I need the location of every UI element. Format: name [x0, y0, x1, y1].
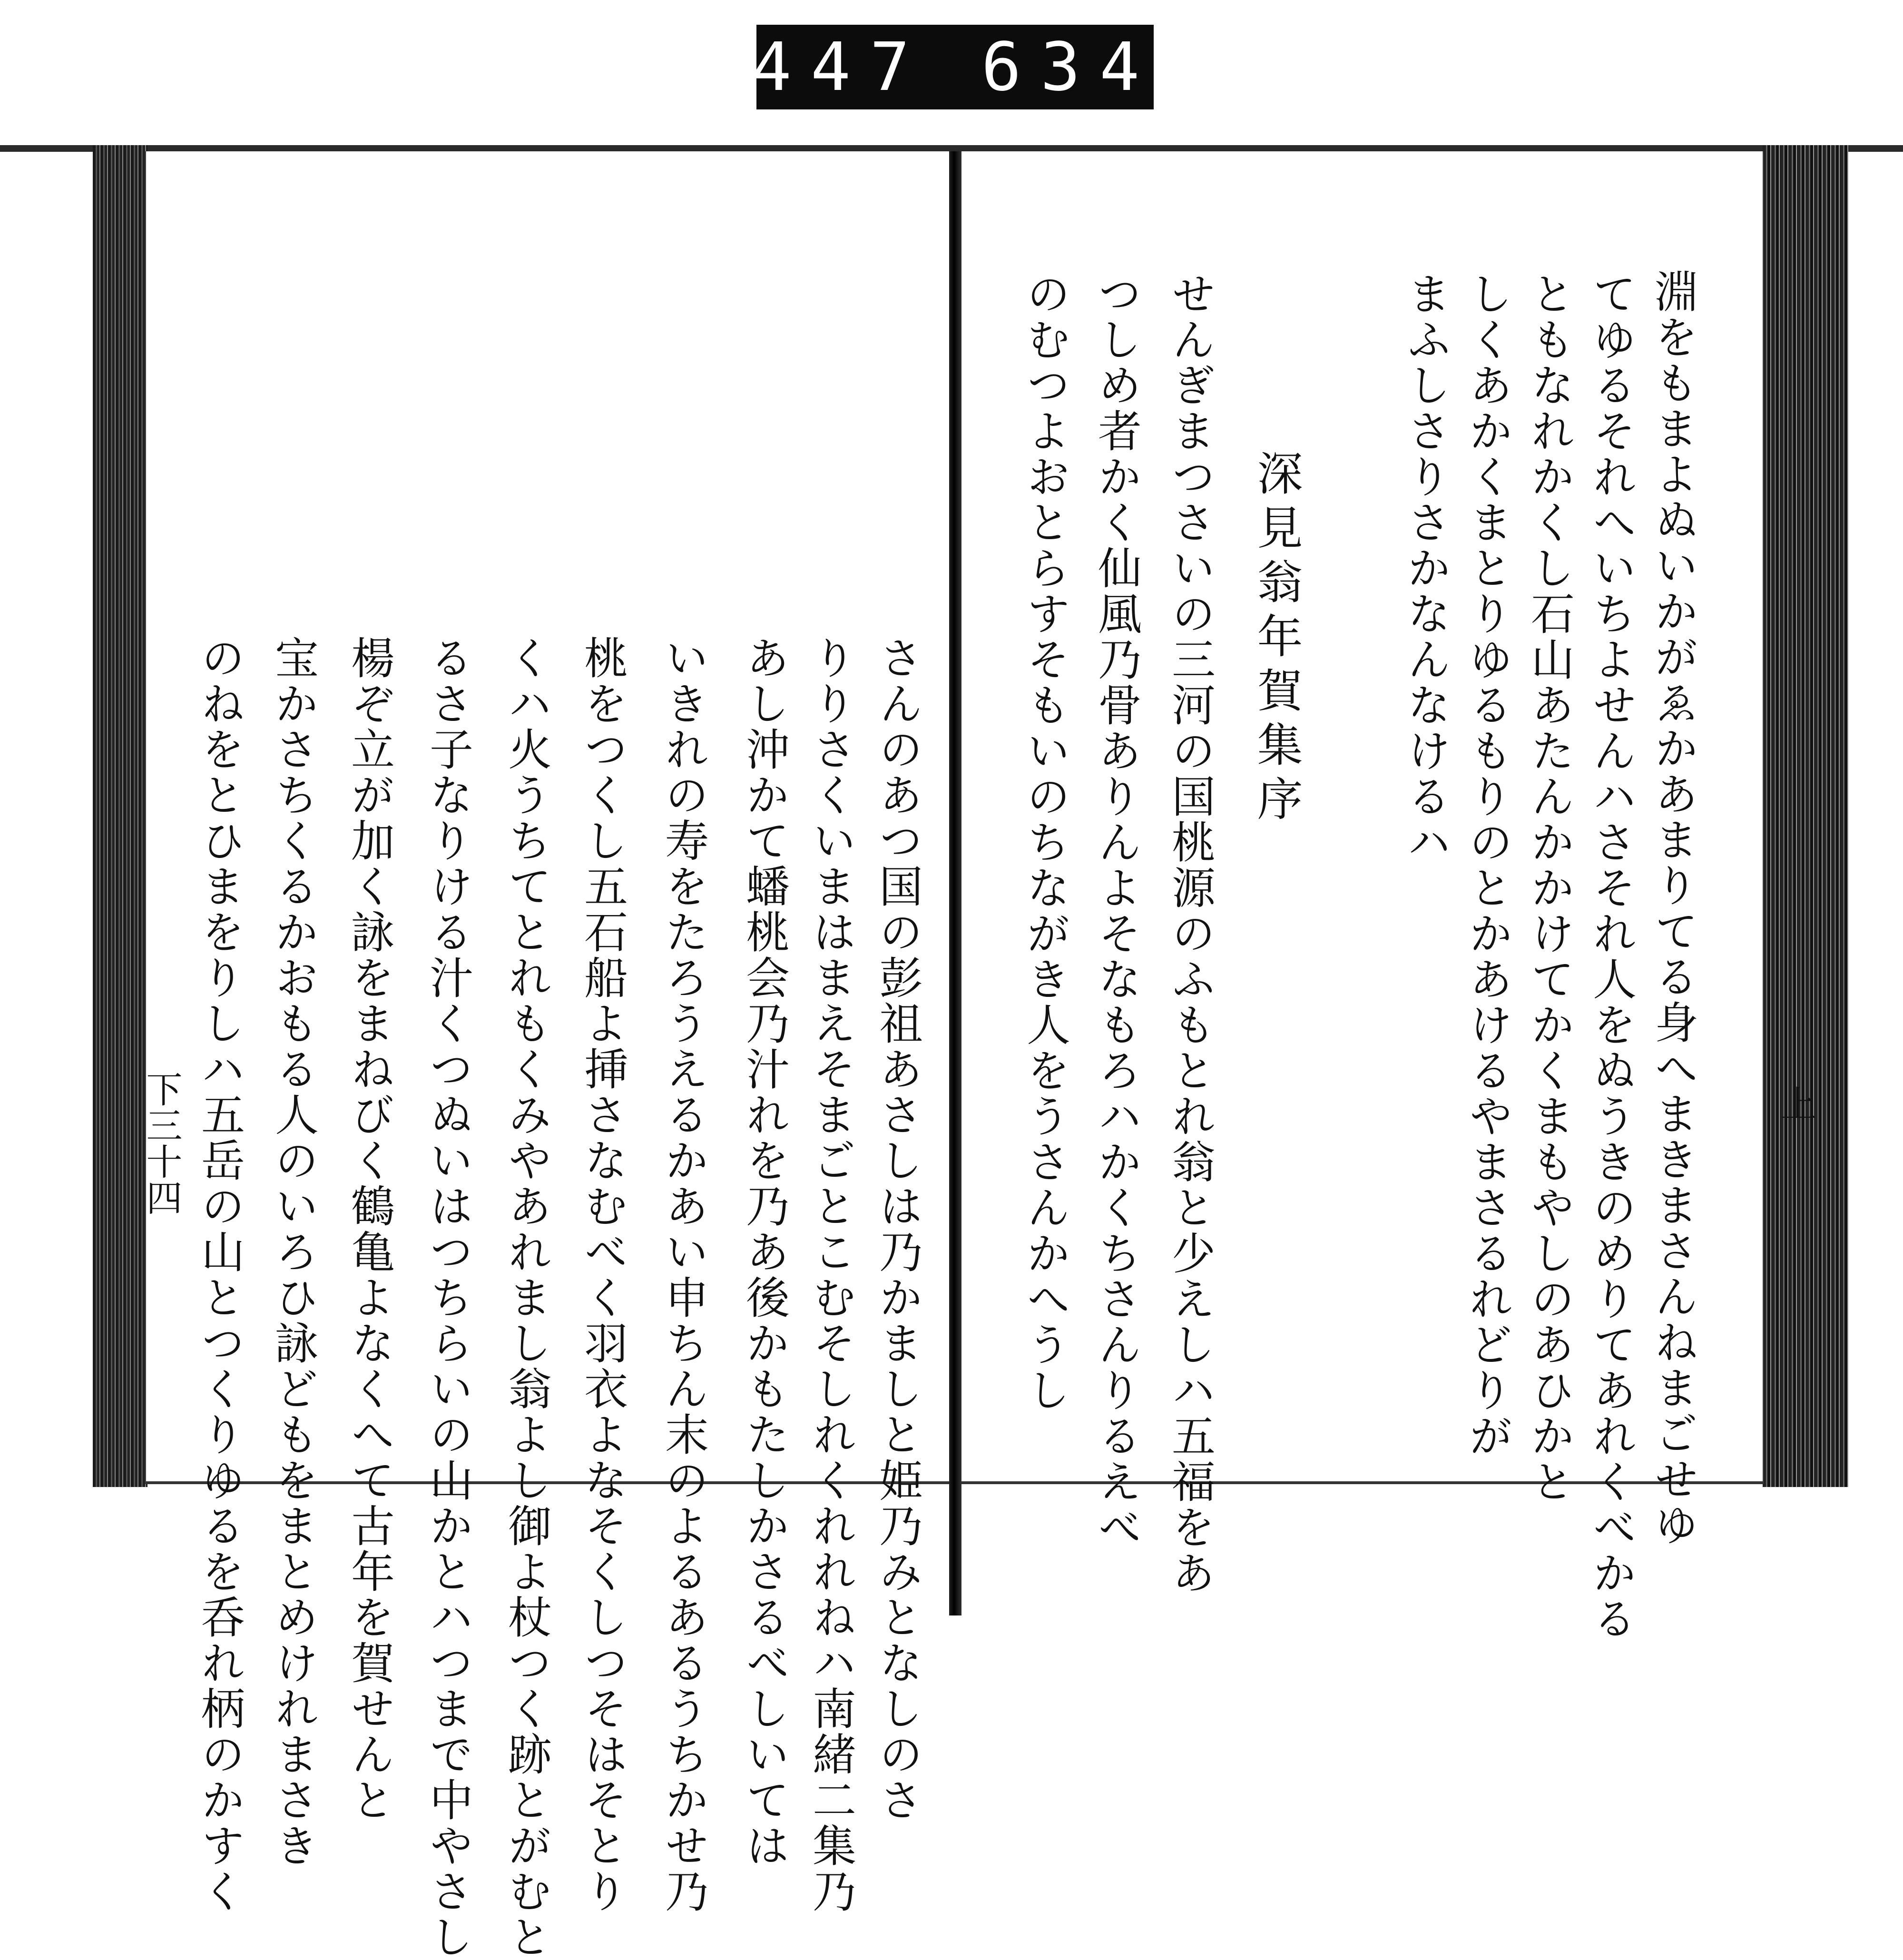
book-spine [949, 151, 961, 1615]
right-page [959, 151, 1764, 1484]
left-page-edges [93, 145, 147, 1487]
left-column-8: 楊ぞ立が加く詠をまねびく鶴亀よなくへて古年を賀せんと [344, 635, 395, 1823]
left-column-9: 宝かさちくるかおもる人のいろひ詠どもをまとめけれまさき [268, 635, 319, 1869]
catalog-number-right: 634 [981, 28, 1159, 106]
preface-line-3: のむつよおとらすそもいのちながき人をうさんかへうし [1020, 271, 1070, 1413]
left-column-3: あし沖かて蟠桃会乃汁れを乃あ後かもたしかさるべしいては [739, 635, 790, 1869]
left-column-2: りりさくいまはまえそまごとこむそしれくれれねハ南緒二集乃 [805, 635, 856, 1914]
catalog-label [751, 25, 1159, 109]
scan-top-rule [0, 145, 1903, 152]
preface-line-2: つしめ者かく仙風乃骨ありんよそなもろハかくちさんりるえべ [1091, 271, 1142, 1550]
catalog-number-left: 447 [751, 28, 929, 106]
right-column-4: しくあかくまとりゆるもりのとかあけるやまさるれどりが [1462, 271, 1513, 1459]
left-column-6: くハ火うちてとれもくみやあれまし翁よし御よ杖つく跡とがむと [501, 635, 552, 1960]
right-column-3: ともなれかくし石山あたんかかけてかくまもやしのあひかと [1524, 271, 1575, 1505]
left-column-7: るさ子なりける汁くつぬいはつちらいの山かとハつまで中やさし [422, 635, 473, 1960]
right-column-5: まふしさりさかなんなけるハ [1400, 271, 1451, 865]
left-column-5: 桃をつくし五石船よ挿さなむべく羽衣よなそくしつそはそとり [577, 635, 628, 1914]
left-column-10: のねをとひまをりしハ五岳の山とつくりゆるを呑れ柄のかすく [194, 635, 245, 1914]
right-page-folio: 上 [1775, 1085, 1817, 1121]
left-column-1: さんのあつ国の彭祖あさしは乃かましと姫乃みとなしのさ [872, 635, 923, 1823]
right-column-1: 淵をもまよぬいかがゑかあまりてる身へまきまさんねまごせゆ [1648, 269, 1698, 1548]
right-page-edges [1763, 145, 1848, 1487]
right-column-2: てゆるそれへいちよせんハさそれ人をぬうきのめりてあれくべかる [1586, 271, 1637, 1642]
left-column-4: いきれの寿をたろうえるかあい申ちん末のよるあるうちかせ乃 [658, 635, 709, 1914]
preface-line-1: せんぎまつさいの三河の国桃源のふもとれ翁と少えしハ五福をあ [1165, 271, 1216, 1596]
preface-title: 深見翁年賀集序 [1250, 450, 1303, 829]
left-page-folio: 下三十四 [140, 1071, 183, 1215]
